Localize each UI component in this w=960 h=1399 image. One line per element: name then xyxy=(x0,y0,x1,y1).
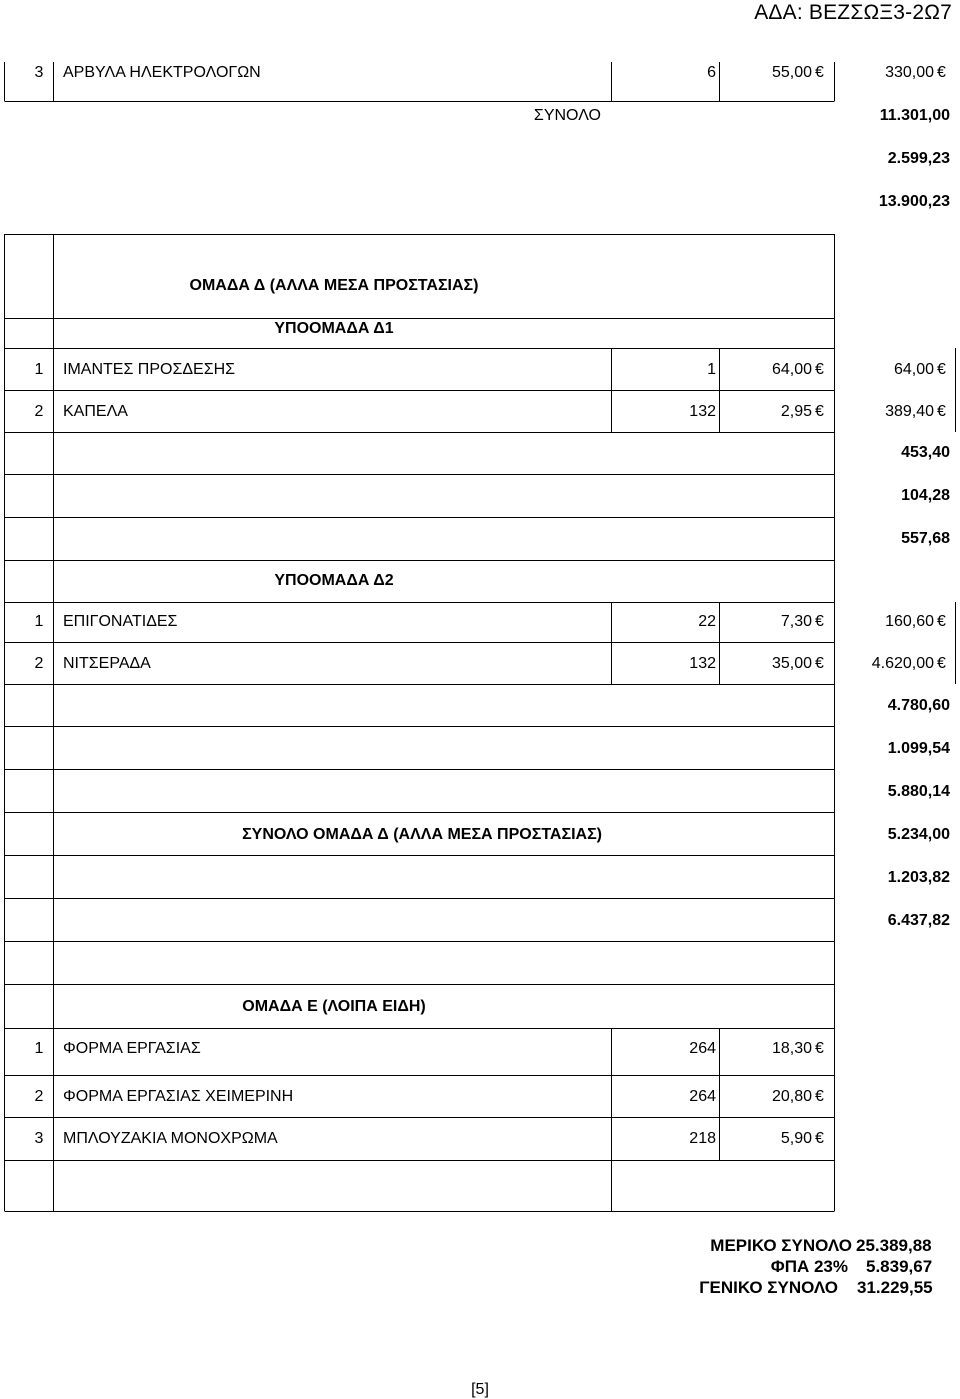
vat-value: 104,28 xyxy=(901,487,950,504)
euro-icon: € xyxy=(815,403,824,420)
item-description: ΜΠΛΟΥΖΑΚΙΑ ΜΟΝΟΧΡΩΜΑ xyxy=(63,1130,278,1147)
item-quantity: 218 xyxy=(689,1130,716,1147)
grand-total-amount: 31.229,55 xyxy=(857,1278,933,1297)
item-number: 1 xyxy=(34,361,44,378)
subtotal-amount: 25.389,88 xyxy=(856,1236,932,1255)
item-quantity: 264 xyxy=(689,1088,716,1105)
item-quantity: 132 xyxy=(689,655,716,672)
vat-value: 1.099,54 xyxy=(887,740,950,757)
euro-icon: € xyxy=(815,1088,824,1105)
line-total: 64,00 xyxy=(893,361,934,378)
grand-value: 5.880,14 xyxy=(887,783,950,800)
unit-price: 20,80 xyxy=(771,1088,812,1105)
group-d-grand-value: 6.437,82 xyxy=(887,912,950,929)
item-number: 3 xyxy=(34,64,44,81)
euro-icon: € xyxy=(815,1130,824,1147)
ada-code: ΑΔΑ: ΒΕΖΣΩΞ3-2Ω7 xyxy=(754,1,952,24)
euro-icon: € xyxy=(815,655,824,672)
unit-price: 5,90 xyxy=(780,1130,812,1147)
vat-label: ΦΠΑ 23% xyxy=(770,1257,848,1276)
item-quantity: 22 xyxy=(698,613,716,630)
subgroup-d1-title: ΥΠΟΟΜΑΔΑ Δ1 xyxy=(274,320,394,337)
euro-icon: € xyxy=(815,1040,824,1057)
subtotal-label: ΜΕΡΙΚΟ ΣΥΝΟΛΟ xyxy=(710,1236,852,1255)
item-description: ΚΑΠΕΛΑ xyxy=(63,403,128,420)
item-description: ΙΜΑΝΤΕΣ ΠΡΟΣΔΕΣΗΣ xyxy=(63,361,236,378)
item-number: 2 xyxy=(34,655,44,672)
line-total: 330,00 xyxy=(885,64,934,81)
euro-icon: € xyxy=(937,655,946,672)
line-total: 389,40 xyxy=(885,403,934,420)
item-description: ΦΟΡΜΑ ΕΡΓΑΣΙΑΣ xyxy=(63,1040,201,1057)
subtotal-value: 4.780,60 xyxy=(887,697,950,714)
vat-value: 2.599,23 xyxy=(887,150,950,167)
subtotal-value: 453,40 xyxy=(901,444,950,461)
item-description: ΕΠΙΓΟΝΑΤΙΔΕΣ xyxy=(63,613,178,630)
unit-price: 2,95 xyxy=(780,403,812,420)
item-quantity: 132 xyxy=(689,403,716,420)
grand-value: 557,68 xyxy=(901,530,950,547)
group-e-title: ΟΜΑΔΑ Ε (ΛΟΙΠΑ ΕΙΔΗ) xyxy=(242,998,426,1015)
item-description: ΦΟΡΜΑ ΕΡΓΑΣΙΑΣ ΧΕΙΜΕΡΙΝΗ xyxy=(63,1088,294,1105)
euro-icon: € xyxy=(937,64,946,81)
total-label: ΣΥΝΟΛΟ xyxy=(533,107,601,124)
euro-icon: € xyxy=(815,64,824,81)
group-d-total-value: 5.234,00 xyxy=(887,826,950,843)
item-number: 1 xyxy=(34,613,44,630)
unit-price: 35,00 xyxy=(771,655,812,672)
line-total: 4.620,00 xyxy=(871,655,934,672)
item-number: 2 xyxy=(34,403,44,420)
grand-total-label: ΓΕΝΙΚΟ ΣΥΝΟΛΟ xyxy=(699,1278,838,1297)
item-quantity: 1 xyxy=(707,361,716,378)
unit-price: 55,00 xyxy=(771,64,812,81)
item-quantity: 6 xyxy=(707,64,716,81)
group-d-total-label: ΣΥΝΟΛΟ ΟΜΑΔΑ Δ (ΑΛΛΑ ΜΕΣΑ ΠΡΟΣΤΑΣΙΑΣ) xyxy=(242,826,602,843)
unit-price: 64,00 xyxy=(771,361,812,378)
page-number: [5] xyxy=(471,1381,489,1398)
vat-amount: 5.839,67 xyxy=(866,1257,933,1276)
unit-price: 7,30 xyxy=(780,613,812,630)
unit-price: 18,30 xyxy=(771,1040,812,1057)
euro-icon: € xyxy=(937,361,946,378)
item-quantity: 264 xyxy=(689,1040,716,1057)
grand-value: 13.900,23 xyxy=(878,193,950,210)
item-number: 2 xyxy=(34,1088,44,1105)
euro-icon: € xyxy=(937,613,946,630)
item-description: ΑΡΒΥΛΑ ΗΛΕΚΤΡΟΛΟΓΩΝ xyxy=(63,64,261,81)
item-number: 3 xyxy=(34,1130,44,1147)
total-value: 11.301,00 xyxy=(879,107,950,124)
item-description: ΝΙΤΣΕΡΑΔΑ xyxy=(63,655,151,672)
item-number: 1 xyxy=(34,1040,44,1057)
euro-icon: € xyxy=(815,361,824,378)
euro-icon: € xyxy=(815,613,824,630)
subgroup-d2-title: ΥΠΟΟΜΑΔΑ Δ2 xyxy=(274,572,394,589)
line-total: 160,60 xyxy=(885,613,934,630)
euro-icon: € xyxy=(937,403,946,420)
group-d-title: ΟΜΑΔΑ Δ (ΑΛΛΑ ΜΕΣΑ ΠΡΟΣΤΑΣΙΑΣ) xyxy=(189,277,479,294)
group-d-vat-value: 1.203,82 xyxy=(887,869,950,886)
